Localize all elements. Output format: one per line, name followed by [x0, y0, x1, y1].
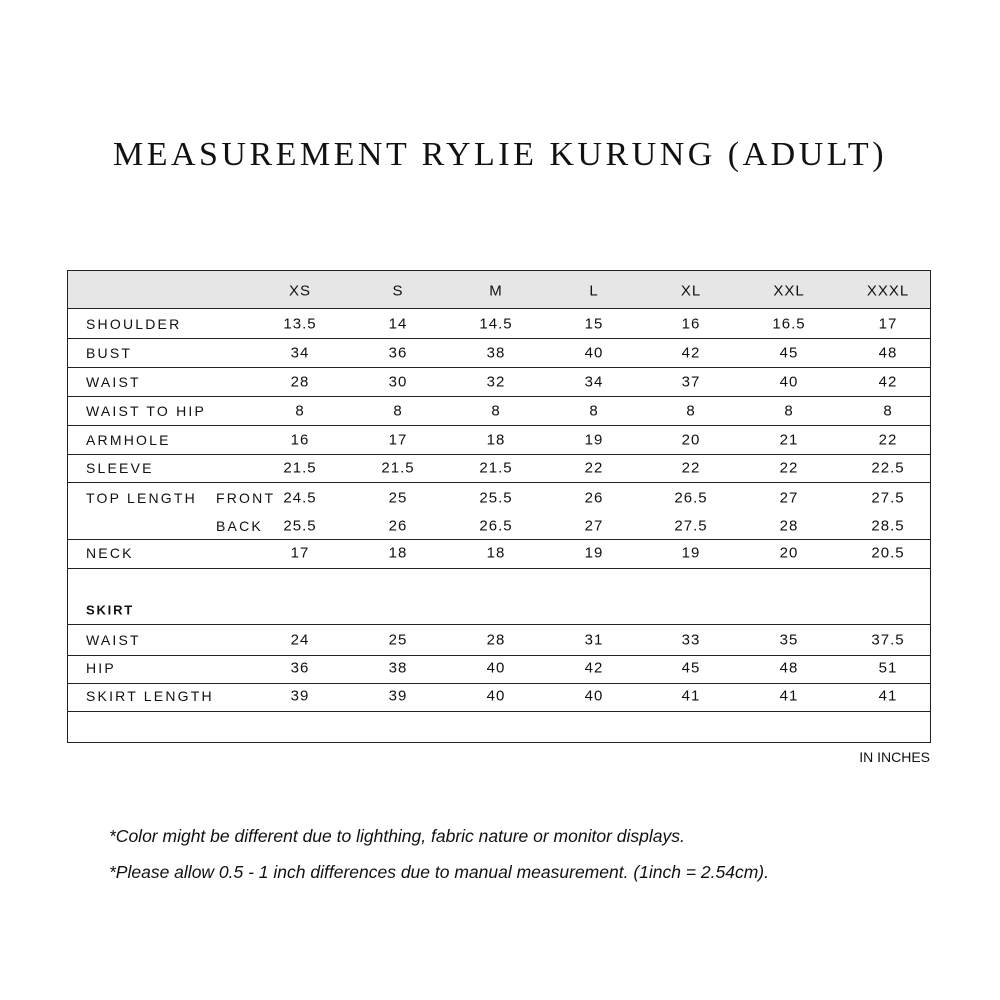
section-heading-skirt: SKIRT: [86, 602, 134, 618]
measurement-cell: 16: [290, 431, 310, 449]
skirt-measurement-cell: 40: [584, 687, 604, 705]
sub-label-front: FRONT: [216, 490, 276, 506]
measurement-cell: 30: [388, 373, 408, 391]
skirt-measurement-cell: 51: [878, 659, 898, 677]
neck-cell: 19: [584, 544, 604, 562]
measurement-cell: 22: [584, 459, 604, 477]
size-header-s: S: [392, 282, 404, 300]
measurement-cell: 8: [491, 402, 501, 420]
size-header-xxxl: XXXL: [866, 282, 910, 300]
skirt-measurement-cell: 41: [681, 687, 701, 705]
measurement-table: [67, 270, 931, 743]
measurement-cell: 22: [878, 431, 898, 449]
row-divider: [68, 568, 930, 569]
skirt-measurement-cell: 35: [779, 631, 799, 649]
skirt-measurement-cell: 38: [388, 659, 408, 677]
neck-cell: 20: [779, 544, 799, 562]
row-label: HIP: [86, 660, 116, 676]
measurement-cell: 22.5: [871, 459, 905, 477]
top-length-front-cell: 25: [388, 489, 408, 507]
measurement-cell: 45: [779, 344, 799, 362]
page-title: MEASUREMENT RYLIE KURUNG (ADULT): [112, 136, 888, 173]
neck-cell: 18: [486, 544, 506, 562]
measurement-cell: 36: [388, 344, 408, 362]
measurement-cell: 8: [295, 402, 305, 420]
measurement-cell: 42: [878, 373, 898, 391]
measurement-cell: 15: [584, 315, 604, 333]
measurement-cell: 8: [589, 402, 599, 420]
row-label: ARMHOLE: [86, 432, 171, 448]
measurement-cell: 34: [584, 373, 604, 391]
skirt-measurement-cell: 28: [486, 631, 506, 649]
skirt-measurement-cell: 48: [779, 659, 799, 677]
measurement-cell: 37: [681, 373, 701, 391]
row-label: WAIST TO HIP: [86, 403, 207, 419]
skirt-measurement-cell: 24: [290, 631, 310, 649]
size-header-l: L: [589, 282, 599, 300]
row-label-neck: NECK: [86, 545, 134, 561]
measurement-cell: 19: [584, 431, 604, 449]
measurement-cell: 17: [878, 315, 898, 333]
measurement-cell: 13.5: [283, 315, 317, 333]
measurement-cell: 14.5: [479, 315, 513, 333]
size-header-xs: XS: [288, 282, 312, 300]
top-length-back-cell: 27: [584, 517, 604, 535]
row-label: SLEEVE: [86, 460, 154, 476]
row-divider: [68, 683, 930, 684]
measurement-cell: 38: [486, 344, 506, 362]
note-color: *Color might be different due to lighthing, fabric nature or monitor displays.: [109, 826, 685, 846]
size-header-xxl: XXL: [773, 282, 805, 300]
neck-cell: 19: [681, 544, 701, 562]
top-length-back-cell: 26.5: [479, 517, 513, 535]
measurement-cell: 21: [779, 431, 799, 449]
row-divider: [68, 624, 930, 625]
row-label-top-length: TOP LENGTH: [86, 490, 197, 506]
row-label: SHOULDER: [86, 316, 182, 332]
measurement-cell: 21.5: [479, 459, 513, 477]
measurement-cell: 14: [388, 315, 408, 333]
measurement-cell: 34: [290, 344, 310, 362]
top-length-back-cell: 26: [388, 517, 408, 535]
top-length-front-cell: 26.5: [674, 489, 708, 507]
row-divider: [68, 711, 930, 712]
skirt-measurement-cell: 40: [486, 659, 506, 677]
top-length-back-cell: 27.5: [674, 517, 708, 535]
measurement-cell: 22: [779, 459, 799, 477]
top-length-front-cell: 26: [584, 489, 604, 507]
neck-cell: 17: [290, 544, 310, 562]
skirt-measurement-cell: 39: [290, 687, 310, 705]
measurement-cell: 8: [686, 402, 696, 420]
row-label: WAIST: [86, 374, 141, 390]
neck-cell: 18: [388, 544, 408, 562]
measurement-cell: 21.5: [283, 459, 317, 477]
top-length-front-cell: 27.5: [871, 489, 905, 507]
measurement-cell: 32: [486, 373, 506, 391]
measurement-cell: 8: [393, 402, 403, 420]
size-header-xl: XL: [680, 282, 702, 300]
measurement-cell: 40: [584, 344, 604, 362]
skirt-measurement-cell: 41: [878, 687, 898, 705]
top-length-front-cell: 27: [779, 489, 799, 507]
top-length-back-cell: 28: [779, 517, 799, 535]
row-label: SKIRT LENGTH: [86, 688, 214, 704]
row-label: BUST: [86, 345, 133, 361]
measurement-cell: 48: [878, 344, 898, 362]
measurement-cell: 42: [681, 344, 701, 362]
top-length-front-cell: 25.5: [479, 489, 513, 507]
row-divider: [68, 539, 930, 540]
top-length-back-cell: 25.5: [283, 517, 317, 535]
skirt-measurement-cell: 41: [779, 687, 799, 705]
skirt-measurement-cell: 36: [290, 659, 310, 677]
measurement-cell: 28: [290, 373, 310, 391]
top-length-back-cell: 28.5: [871, 517, 905, 535]
skirt-measurement-cell: 45: [681, 659, 701, 677]
sub-label-back: BACK: [216, 518, 263, 534]
neck-cell: 20.5: [871, 544, 905, 562]
row-divider: [68, 338, 930, 339]
skirt-measurement-cell: 39: [388, 687, 408, 705]
measurement-cell: 22: [681, 459, 701, 477]
measurement-cell: 8: [883, 402, 893, 420]
size-header-m: M: [489, 282, 503, 300]
row-divider: [68, 396, 930, 397]
measurement-cell: 21.5: [381, 459, 415, 477]
measurement-cell: 18: [486, 431, 506, 449]
row-divider: [68, 482, 930, 483]
skirt-measurement-cell: 42: [584, 659, 604, 677]
row-divider: [68, 655, 930, 656]
skirt-measurement-cell: 31: [584, 631, 604, 649]
skirt-measurement-cell: 37.5: [871, 631, 905, 649]
measurement-cell: 20: [681, 431, 701, 449]
units-label: IN INCHES: [859, 749, 930, 765]
measurement-cell: 16.5: [772, 315, 806, 333]
row-divider: [68, 367, 930, 368]
row-divider: [68, 425, 930, 426]
row-divider: [68, 454, 930, 455]
measurement-cell: 17: [388, 431, 408, 449]
skirt-measurement-cell: 40: [486, 687, 506, 705]
row-label: WAIST: [86, 632, 141, 648]
measurement-cell: 8: [784, 402, 794, 420]
measurement-cell: 16: [681, 315, 701, 333]
top-length-front-cell: 24.5: [283, 489, 317, 507]
note-measurement: *Please allow 0.5 - 1 inch differences due to manual measurement. (1inch = 2.54cm).: [109, 862, 770, 882]
measurement-cell: 40: [779, 373, 799, 391]
skirt-measurement-cell: 33: [681, 631, 701, 649]
skirt-measurement-cell: 25: [388, 631, 408, 649]
